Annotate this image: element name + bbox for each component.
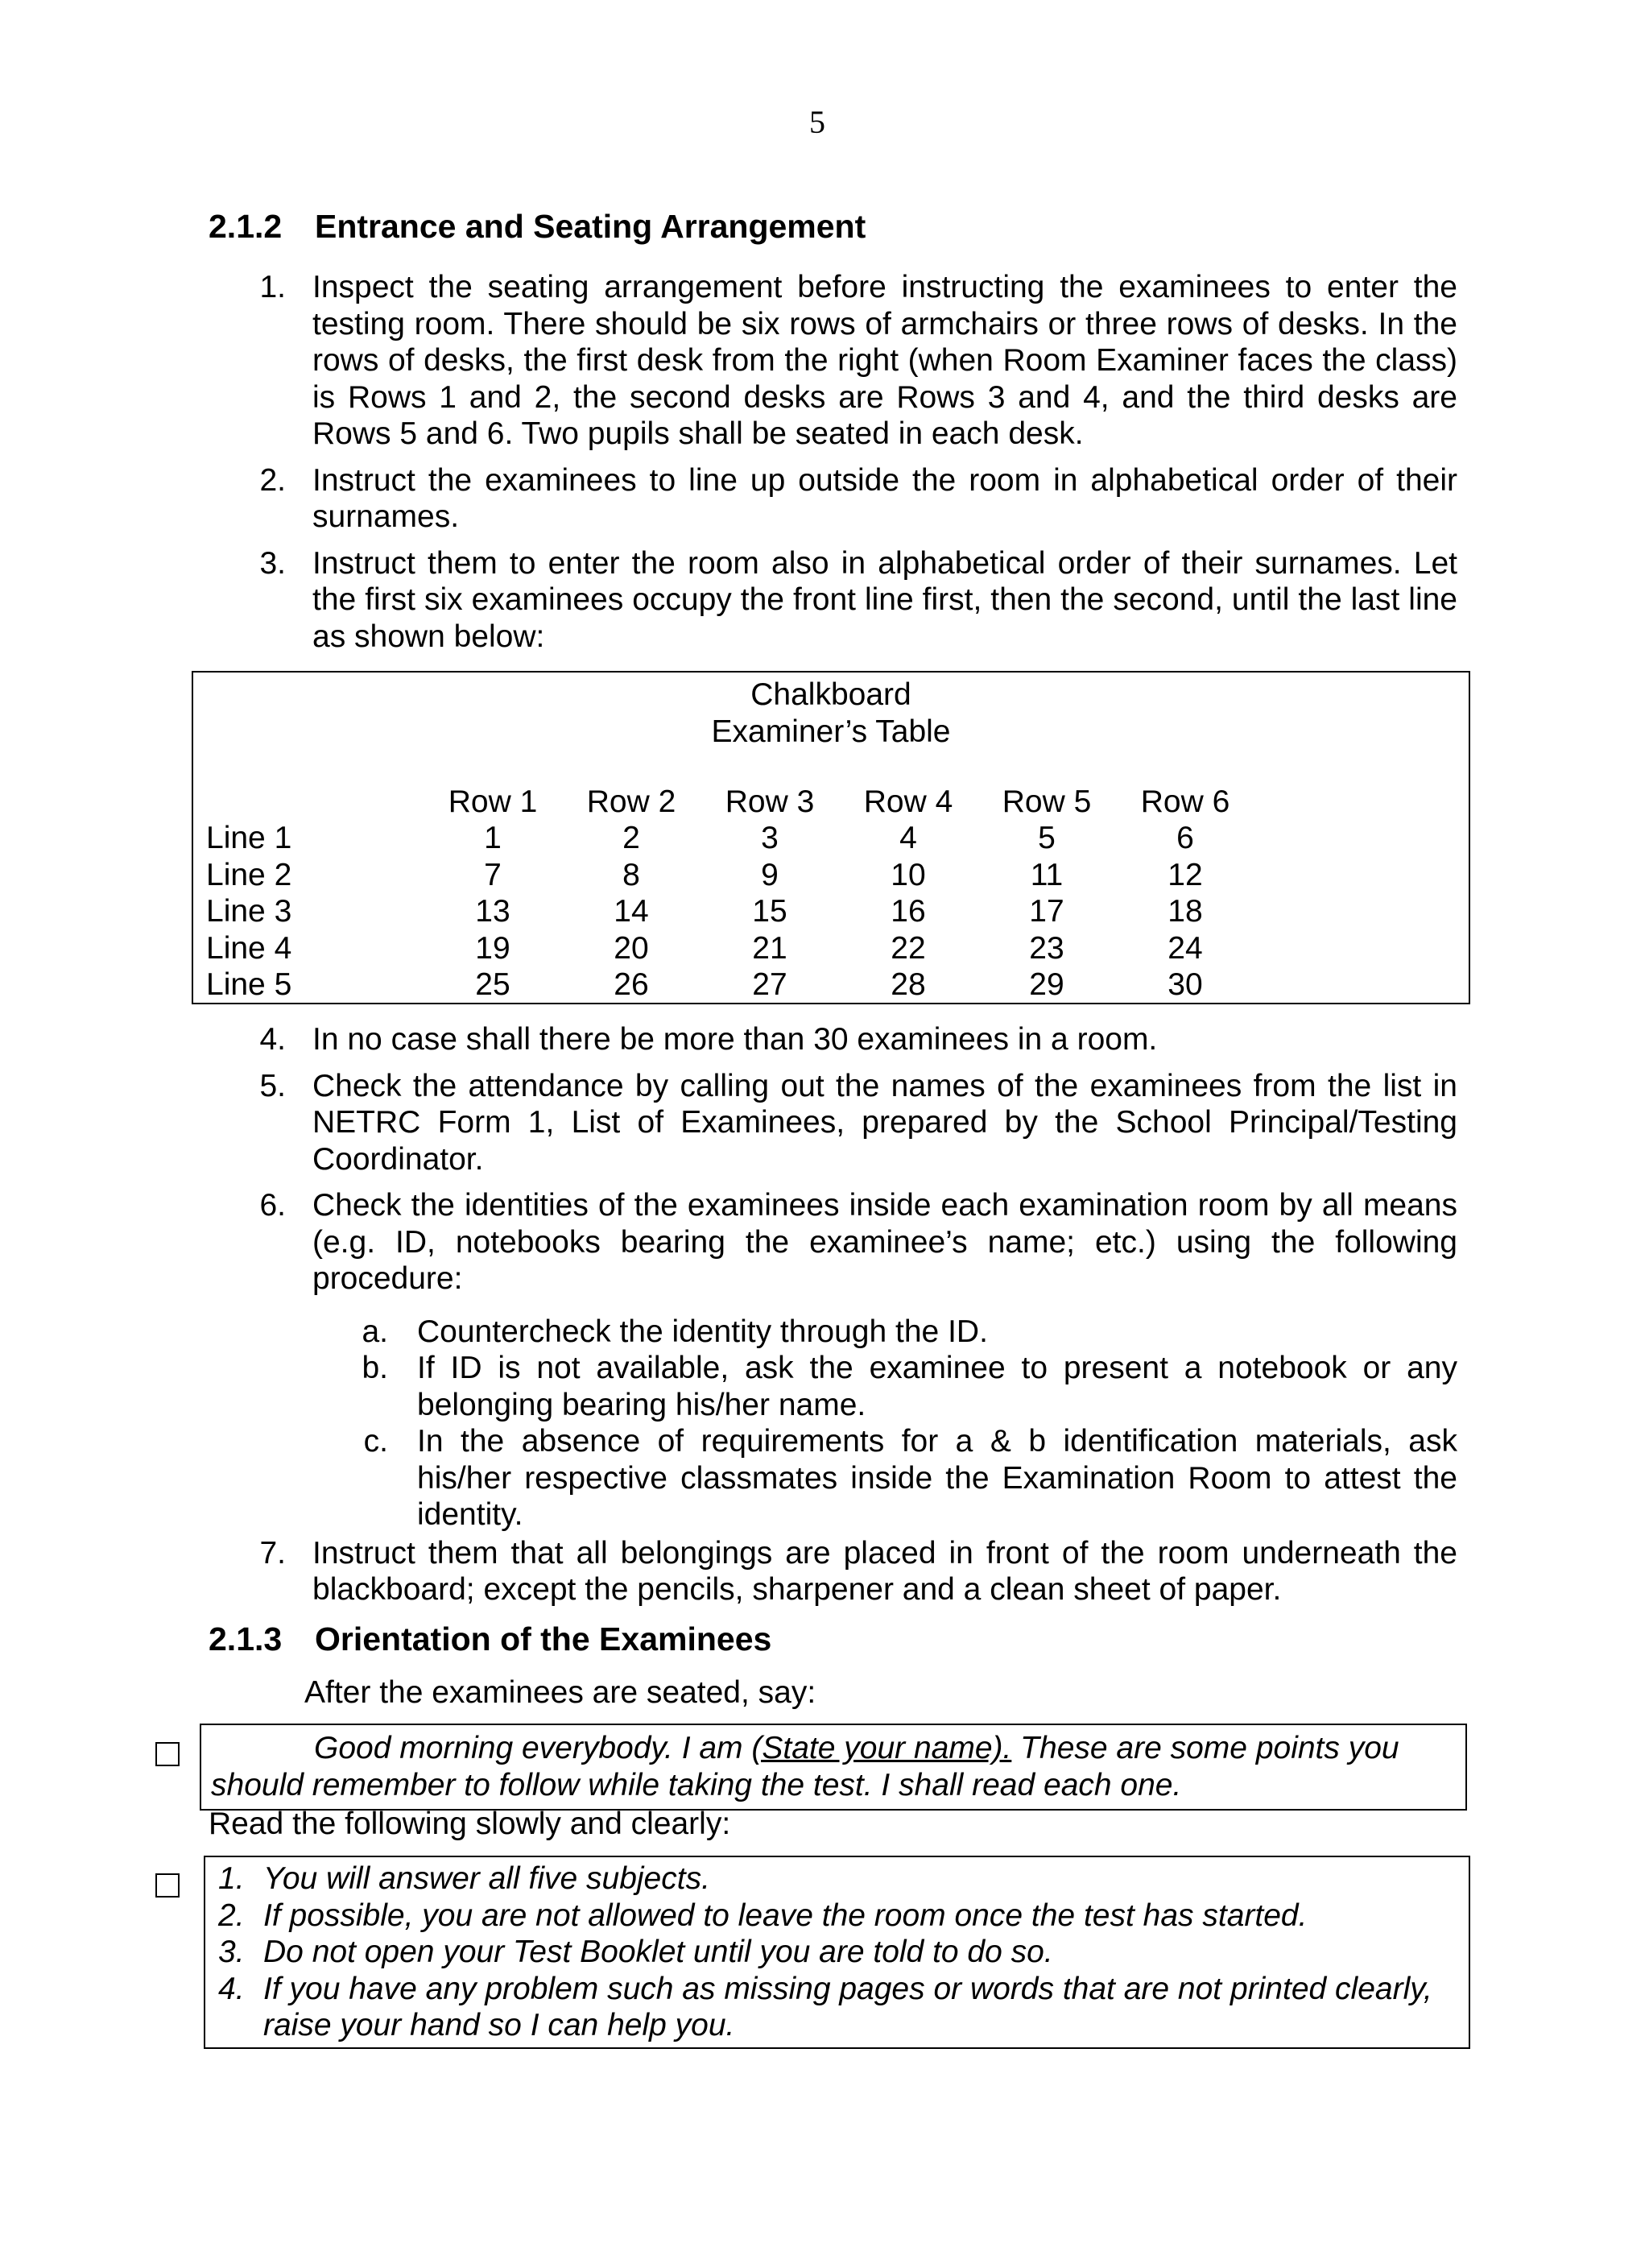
- sub-item-text: If ID is not available, ask the examinee to present a notebook or any belonging bearing his/her name.: [417, 1351, 1457, 1422]
- seat-number: 19: [475, 930, 510, 966]
- seating-arrangement-box: [192, 671, 1470, 1004]
- list-item-text: Inspect the seating arrangement before instructing the examinees to enter the testing room. There should be six rows of armchairs or three rows of desks. In the rows of desks, the first desk from the right (when Room Examiner faces the class) is Rows 1 and 2, the second desks are Rows 3 and 4, and the third desks are Rows 5 and 6. Two pupils shall be seated in each desk.: [312, 270, 1457, 451]
- seat-number: 16: [891, 894, 926, 929]
- list-item: [250, 269, 1457, 453]
- seat-number: 2: [622, 821, 640, 856]
- list-item: [250, 1535, 1457, 1608]
- seating-line-row: [206, 857, 1254, 894]
- rule-item: [212, 1860, 1453, 1898]
- list-marker: 7.: [259, 1535, 286, 1571]
- seat-number: 21: [752, 930, 787, 966]
- seat-number: 8: [622, 857, 640, 892]
- list-item-text: Instruct the examinees to line up outside the room in alphabetical order of their surnames.: [312, 462, 1457, 534]
- read-instruction: Read the following slowly and clearly:: [209, 1807, 731, 1841]
- seat-number: 29: [1029, 967, 1064, 1003]
- seating-table: [206, 784, 1254, 1004]
- seat-number: 13: [475, 894, 510, 929]
- say-instruction: After the examinees are seated, say:: [304, 1675, 816, 1710]
- seat-number: 22: [891, 930, 926, 966]
- row-header: Row 4: [863, 784, 953, 819]
- instruction-list-top: [250, 269, 1457, 664]
- seat-number: 15: [752, 894, 787, 929]
- sub-item-text: Countercheck the identity through the ID.: [417, 1314, 988, 1349]
- seat-number: 6: [1176, 821, 1194, 856]
- seat-number: 18: [1168, 894, 1203, 929]
- seat-number: 23: [1029, 930, 1064, 966]
- list-item: [250, 1068, 1457, 1178]
- rule-text: If you have any problem such as missing pages or words that are not printed clearly, raise your hand so I can help you.: [263, 1971, 1432, 2042]
- rule-item: [212, 1898, 1453, 1935]
- sub-item: [354, 1350, 1457, 1423]
- list-item-text: Check the attendance by calling out the names of the examinees from the list in NETRC Form 1, List of Examinees, prepared by the School Principal/Testing Coordinator.: [312, 1068, 1457, 1177]
- state-your-name-prompt: (State your name).: [751, 1731, 1012, 1765]
- list-item-text: Instruct them that all belongings are placed in front of the room underneath the blackboard; except the pencils, sharpener and a clean sheet of paper.: [312, 1535, 1457, 1607]
- section-heading-2-1-3: [209, 1620, 771, 1658]
- list-marker: 6.: [259, 1188, 286, 1223]
- seat-number: 11: [1030, 857, 1064, 892]
- row-header: Row 2: [586, 784, 676, 819]
- list-item-text: Check the identities of the examinees inside each examination room by all means (e.g. ID, notebooks bearing the examinee’s name; etc.) using the following procedure:: [312, 1188, 1457, 1296]
- seat-number: 20: [614, 930, 649, 966]
- list-marker: 1.: [259, 270, 286, 304]
- seat-number: 27: [752, 967, 787, 1003]
- greeting-text-start: Good morning everybody. I am: [314, 1731, 752, 1765]
- line-label: Line 4: [206, 930, 292, 966]
- seat-number: 3: [761, 821, 779, 856]
- row-header: Row 3: [725, 784, 815, 819]
- section-title: Entrance and Seating Arrangement: [315, 208, 866, 245]
- page-number: 5: [809, 104, 825, 140]
- rule-text: If possible, you are not allowed to leave the room once the test has started.: [263, 1898, 1308, 1933]
- greeting-script-box: [200, 1724, 1467, 1811]
- seat-number: 4: [899, 821, 917, 856]
- seat-number: 14: [614, 894, 649, 929]
- rule-marker: 4.: [218, 1971, 245, 2006]
- list-item-text: Instruct them to enter the room also in alphabetical order of their surnames. Let the first six examinees occupy the front line first, then the second, until the last line as shown below:: [312, 545, 1457, 654]
- procedure-sublist: [354, 1314, 1457, 1533]
- seating-line-row: [206, 930, 1254, 967]
- list-item: [250, 1187, 1457, 1533]
- section-heading-2-1-2: [209, 208, 866, 246]
- examiner-table-label: Examiner’s Table: [711, 714, 951, 749]
- row-header: Row 5: [1002, 784, 1092, 819]
- seat-number: 26: [614, 967, 649, 1003]
- line-label: Line 1: [206, 821, 292, 856]
- line-label: Line 3: [206, 894, 292, 929]
- list-item: [250, 462, 1457, 536]
- seat-number: 9: [761, 857, 779, 892]
- instruction-list-bottom: [250, 1021, 1457, 1618]
- list-marker: 3.: [259, 545, 286, 581]
- checkbox-rules[interactable]: [155, 1873, 180, 1898]
- sub-item: [354, 1314, 1457, 1351]
- rule-marker: 2.: [218, 1898, 245, 1933]
- sub-item: [354, 1423, 1457, 1533]
- seat-number: 30: [1168, 967, 1203, 1003]
- seating-line-row: [206, 821, 1254, 858]
- seating-line-row: [206, 894, 1254, 931]
- sub-marker: c.: [363, 1424, 388, 1459]
- rule-item: [212, 1971, 1453, 2044]
- seating-header-row: [206, 784, 1254, 821]
- sub-item-text: In the absence of requirements for a & b identification materials, ask his/her respective classmates inside the Examination Room to attest the identity.: [417, 1424, 1457, 1532]
- list-marker: 5.: [259, 1068, 286, 1103]
- row-header: Row 1: [448, 784, 538, 819]
- seat-number: 28: [891, 967, 926, 1003]
- section-number: 2.1.3: [209, 1620, 283, 1658]
- row-header: Row 6: [1140, 784, 1230, 819]
- rule-text: You will answer all five subjects.: [263, 1861, 710, 1896]
- section-title: Orientation of the Examinees: [315, 1620, 772, 1658]
- seat-number: 1: [484, 821, 502, 856]
- list-item: [250, 1021, 1457, 1058]
- list-item-text: In no case shall there be more than 30 examinees in a room.: [312, 1022, 1158, 1057]
- sub-marker: a.: [362, 1314, 388, 1349]
- seat-number: 17: [1029, 894, 1064, 929]
- sub-marker: b.: [362, 1351, 388, 1385]
- rule-text: Do not open your Test Booklet until you are told to do so.: [263, 1935, 1053, 1969]
- list-item: [250, 545, 1457, 656]
- section-number: 2.1.2: [209, 208, 283, 245]
- rule-marker: 3.: [218, 1935, 245, 1969]
- seat-number: 10: [891, 857, 926, 892]
- seat-number: 24: [1168, 930, 1203, 966]
- seat-number: 5: [1038, 821, 1056, 856]
- seat-number: 7: [484, 857, 502, 892]
- seat-number: 25: [475, 967, 510, 1003]
- line-label: Line 2: [206, 857, 292, 892]
- rule-marker: 1.: [218, 1861, 245, 1896]
- checkbox-greeting[interactable]: [155, 1742, 180, 1766]
- rules-script-box: [204, 1856, 1470, 2049]
- line-label: Line 5: [206, 967, 292, 1003]
- list-marker: 4.: [259, 1022, 286, 1057]
- greeting-text-end: These are some points you should remember to follow while taking the test. I shall read each one.: [211, 1731, 1399, 1802]
- seating-line-row: [206, 967, 1254, 1004]
- chalkboard-label: Chalkboard: [750, 677, 911, 712]
- rule-item: [212, 1934, 1453, 1971]
- seat-number: 12: [1168, 857, 1203, 892]
- list-marker: 2.: [259, 462, 286, 498]
